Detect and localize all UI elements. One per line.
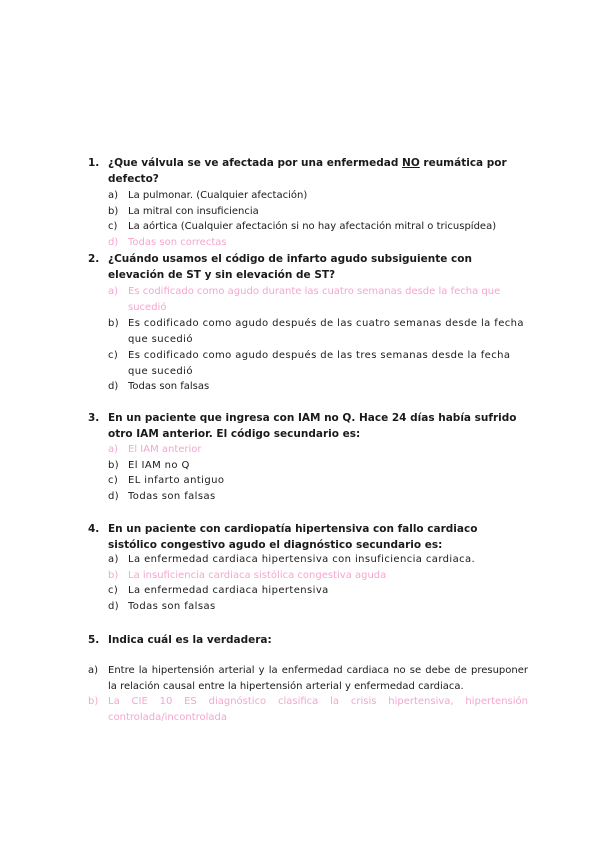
question-number: 5. <box>88 634 100 646</box>
option-d: d) Todas son falsas <box>108 381 210 392</box>
option-b-correct: b) La CIE 10 ES diagnóstico clasifica la crisis hipertensiva, hipertensión controlada/incontrolada <box>88 696 528 723</box>
question-text: En un paciente con cardiopatía hipertensiva con fallo cardiaco sistólico congestivo agudo el diagnóstico secundario es: <box>108 523 478 551</box>
option-a: a) La enfermedad cardiaca hipertensiva con insuficiencia cardiaca. <box>108 554 476 565</box>
question-text: ¿Cuándo usamos el código de infarto agudo subsiguiente con elevación de ST y sin elevación de ST? <box>108 253 472 281</box>
question-text: ¿Que válvula se ve afectada por una enfermedad NO reumática por defecto? <box>108 157 507 185</box>
question-2-options <box>108 284 528 395</box>
question-3 <box>88 410 520 442</box>
question-5 <box>88 632 520 648</box>
option-d-correct: d) Todas son correctas <box>108 236 227 248</box>
question-text: Indica cuál es la verdadera: <box>108 634 272 646</box>
question-number: 3. <box>88 412 100 424</box>
option-c: c) Es codificado como agudo después de las tres semanas desde la fecha que sucedió <box>108 350 511 377</box>
question-4 <box>88 521 520 553</box>
question-4-options <box>108 552 528 614</box>
option-b: b) Es codificado como agudo después de las cuatro semanas desde la fecha que sucedió <box>108 318 524 345</box>
option-c: c) EL infarto antiguo <box>108 475 225 486</box>
question-text: En un paciente que ingresa con IAM no Q. Hace 24 días había sufrido otro IAM anterior. El código secundario es: <box>108 412 517 440</box>
option-c: c) La enfermedad cardiaca hipertensiva <box>108 585 329 596</box>
question-1 <box>88 155 520 187</box>
option-a-correct: a) Es codificado como agudo durante las cuatro semanas desde la fecha que sucedió <box>108 286 501 313</box>
question-3-options <box>108 442 528 504</box>
question-5-options <box>88 663 528 725</box>
option-b: b) El IAM no Q <box>108 459 190 471</box>
question-number: 4. <box>88 523 100 535</box>
option-a-correct: a) El IAM anterior <box>108 444 202 455</box>
option-a: a) Entre la hipertensión arterial y la enfermedad cardiaca no se debe de presuponer la relación causal entre la hipertensión arterial y enfermedad cardiaca. <box>88 665 528 692</box>
option-c: c) La aórtica (Cualquier afectación si no hay afectación mitral o tricuspídea) <box>108 221 497 232</box>
question-1-options <box>108 188 528 250</box>
option-b-correct: b) La insuficiencia cardiaca sistólica congestiva aguda <box>108 569 387 581</box>
option-d: d) Todas son falsas <box>108 600 216 612</box>
option-d: d) Todas son falsas <box>108 490 216 502</box>
question-2 <box>88 251 520 283</box>
underlined-word: NO <box>402 157 420 169</box>
option-a: a) La pulmonar. (Cualquier afectación) <box>108 190 308 201</box>
option-b: b) La mitral con insuficiencia <box>108 205 259 217</box>
question-number: 2. <box>88 253 100 265</box>
question-number: 1. <box>88 157 100 169</box>
